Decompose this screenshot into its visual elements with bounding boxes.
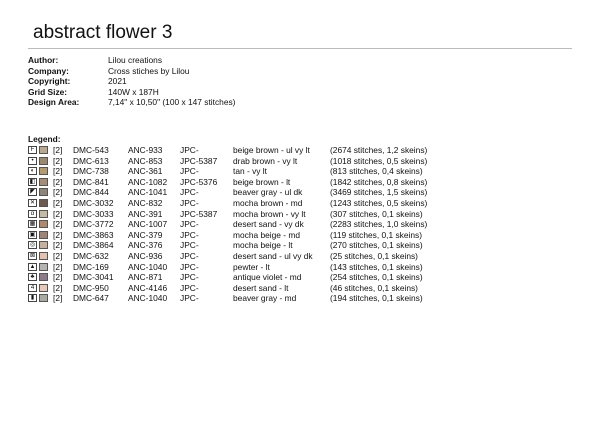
strand-count: [2] bbox=[53, 272, 63, 283]
info-label: Copyright: bbox=[28, 76, 71, 87]
strand-count: [2] bbox=[53, 155, 63, 166]
strand-count: [2] bbox=[53, 145, 63, 155]
strand-count: [2] bbox=[53, 176, 63, 187]
strand-count: [2] bbox=[53, 261, 63, 272]
jpc-code: JPC- bbox=[180, 261, 199, 272]
color-swatch bbox=[39, 273, 48, 281]
jpc-code: JPC- bbox=[180, 272, 199, 283]
color-swatch bbox=[39, 199, 48, 207]
color-swatch bbox=[39, 178, 48, 186]
anc-code: ANC-871 bbox=[128, 272, 163, 283]
info-grid-size bbox=[28, 87, 235, 98]
color-name: mocha beige - lt bbox=[233, 240, 293, 251]
color-name: tan - vy lt bbox=[233, 166, 267, 177]
symbol-icon: ▲ bbox=[29, 263, 36, 270]
strand-count: [2] bbox=[53, 197, 63, 208]
title-divider bbox=[28, 48, 572, 49]
jpc-code: JPC- bbox=[180, 219, 199, 230]
symbol-icon: α bbox=[28, 210, 37, 218]
strand-count: [2] bbox=[53, 240, 63, 251]
anc-code: ANC-853 bbox=[128, 155, 163, 166]
stitch-count: (1842 stitches, 0,8 skeins) bbox=[330, 176, 428, 187]
anc-code: ANC-832 bbox=[128, 197, 163, 208]
jpc-code: JPC- bbox=[180, 282, 199, 293]
anc-code: ANC-1082 bbox=[128, 176, 168, 187]
strand-count: [2] bbox=[53, 219, 63, 230]
symbol-icon: ✕ bbox=[29, 199, 36, 206]
pattern-info bbox=[28, 55, 235, 108]
legend-title: Legend: bbox=[28, 134, 61, 144]
info-value: Lilou creations bbox=[108, 55, 163, 65]
info-copyright bbox=[28, 76, 235, 87]
dmc-code: DMC-950 bbox=[73, 282, 109, 293]
color-name: beaver gray - md bbox=[233, 293, 297, 304]
dmc-code: DMC-844 bbox=[73, 187, 109, 198]
stitch-count: (307 stitches, 0,1 skeins) bbox=[330, 208, 423, 219]
color-swatch bbox=[39, 157, 48, 165]
jpc-code: JPC- bbox=[180, 250, 199, 261]
strand-count: [2] bbox=[53, 229, 63, 240]
anc-code: ANC-1041 bbox=[128, 187, 168, 198]
stitch-count: (254 stitches, 0,1 skeins) bbox=[330, 272, 423, 283]
info-author bbox=[28, 55, 235, 66]
color-name: beige brown - lt bbox=[233, 176, 291, 187]
symbol-icon: ◤ bbox=[28, 188, 37, 196]
jpc-code: JPC-5387 bbox=[180, 208, 218, 219]
stitch-count: (1018 stitches, 0,5 skeins) bbox=[330, 155, 428, 166]
color-swatch bbox=[39, 188, 48, 196]
info-value: 7,14" x 10,50" (100 x 147 stitches) bbox=[108, 97, 236, 108]
color-name: desert sand - lt bbox=[233, 282, 289, 293]
info-value: 140W x 187H bbox=[108, 86, 159, 97]
symbol-icon: ▮ bbox=[28, 294, 37, 302]
jpc-code: JPC-5387 bbox=[180, 155, 218, 166]
jpc-code: JPC- bbox=[180, 293, 199, 304]
stitch-count: (1243 stitches, 0,5 skeins) bbox=[330, 197, 428, 208]
dmc-code: DMC-3041 bbox=[73, 272, 114, 283]
dmc-code: DMC-3863 bbox=[73, 229, 114, 240]
dmc-code: DMC-647 bbox=[73, 293, 109, 304]
jpc-code: JPC- bbox=[180, 197, 199, 208]
symbol-icon: F bbox=[28, 146, 37, 154]
color-swatch bbox=[39, 220, 48, 228]
jpc-code: JPC- bbox=[180, 187, 199, 198]
color-swatch bbox=[39, 252, 48, 260]
color-name: beige brown - ul vy lt bbox=[233, 145, 310, 155]
jpc-code: JPC- bbox=[180, 240, 199, 251]
page-title: abstract flower 3 bbox=[33, 22, 173, 43]
color-swatch bbox=[39, 146, 48, 154]
strand-count: [2] bbox=[53, 166, 63, 177]
info-company bbox=[28, 66, 235, 77]
info-design-area bbox=[28, 97, 235, 108]
strand-count: [2] bbox=[53, 293, 63, 304]
info-label: Grid Size: bbox=[28, 86, 68, 97]
anc-code: ANC-376 bbox=[128, 240, 163, 251]
symbol-icon: ▣ bbox=[29, 231, 36, 238]
color-swatch bbox=[39, 263, 48, 271]
anc-code: ANC-391 bbox=[128, 208, 163, 219]
dmc-code: DMC-169 bbox=[73, 261, 109, 272]
anc-code: ANC-933 bbox=[128, 145, 163, 155]
jpc-code: JPC-5376 bbox=[180, 176, 218, 187]
color-swatch bbox=[39, 294, 48, 302]
symbol-icon: ◎ bbox=[29, 242, 36, 249]
color-swatch bbox=[39, 284, 48, 292]
symbol-icon: • bbox=[28, 157, 37, 165]
stitch-count: (2283 stitches, 1,0 skeins) bbox=[330, 219, 428, 230]
symbol-icon: 4 bbox=[28, 284, 37, 292]
dmc-code: DMC-613 bbox=[73, 155, 109, 166]
stitch-count: (119 stitches, 0,1 skeins) bbox=[330, 229, 423, 240]
info-label: Company: bbox=[28, 65, 69, 76]
color-name: pewter - lt bbox=[233, 261, 270, 272]
anc-code: ANC-1007 bbox=[128, 219, 168, 230]
color-name: desert sand - ul vy dk bbox=[233, 250, 313, 261]
color-name: mocha brown - md bbox=[233, 197, 303, 208]
symbol-icon: ⊠ bbox=[29, 252, 36, 259]
stitch-count: (143 stitches, 0,1 skeins) bbox=[330, 261, 423, 272]
strand-count: [2] bbox=[53, 250, 63, 261]
stitch-count: (2674 stitches, 1,2 skeins) bbox=[330, 145, 428, 155]
symbol-icon: ♣ bbox=[28, 273, 37, 281]
jpc-code: JPC- bbox=[180, 229, 199, 240]
color-name: mocha beige - md bbox=[233, 229, 301, 240]
anc-code: ANC-379 bbox=[128, 229, 163, 240]
color-swatch bbox=[39, 231, 48, 239]
dmc-code: DMC-3032 bbox=[73, 197, 114, 208]
stitch-count: (194 stitches, 0,1 skeins) bbox=[330, 293, 423, 304]
color-swatch bbox=[39, 241, 48, 249]
stitch-count: (813 stitches, 0,4 skeins) bbox=[330, 166, 423, 177]
stitch-count: (25 stitches, 0,1 skeins) bbox=[330, 250, 418, 261]
strand-count: [2] bbox=[53, 208, 63, 219]
info-value: Cross stiches by Lilou bbox=[108, 65, 190, 76]
anc-code: ANC-936 bbox=[128, 250, 163, 261]
symbol-icon: ◐ bbox=[28, 167, 37, 175]
color-name: desert sand - vy dk bbox=[233, 219, 304, 230]
color-name: antique violet - md bbox=[233, 272, 302, 283]
strand-count: [2] bbox=[53, 187, 63, 198]
color-swatch bbox=[39, 210, 48, 218]
jpc-code: JPC- bbox=[180, 145, 199, 155]
anc-code: ANC-361 bbox=[128, 166, 163, 177]
dmc-code: DMC-738 bbox=[73, 166, 109, 177]
jpc-code: JPC- bbox=[180, 166, 199, 177]
color-name: beaver gray - ul dk bbox=[233, 187, 303, 198]
anc-code: ANC-4146 bbox=[128, 282, 168, 293]
dmc-code: DMC-543 bbox=[73, 145, 109, 155]
symbol-icon: ▦ bbox=[29, 221, 36, 228]
dmc-code: DMC-3033 bbox=[73, 208, 114, 219]
color-swatch bbox=[39, 167, 48, 175]
color-name: mocha brown - vy lt bbox=[233, 208, 306, 219]
dmc-code: DMC-3864 bbox=[73, 240, 114, 251]
stitch-count: (46 stitches, 0,1 skeins) bbox=[330, 282, 418, 293]
anc-code: ANC-1040 bbox=[128, 293, 168, 304]
info-label: Author: bbox=[28, 55, 59, 65]
dmc-code: DMC-3772 bbox=[73, 219, 114, 230]
stitch-count: (270 stitches, 0,1 skeins) bbox=[330, 240, 423, 251]
dmc-code: DMC-632 bbox=[73, 250, 109, 261]
color-name: drab brown - vy lt bbox=[233, 155, 298, 166]
strand-count: [2] bbox=[53, 282, 63, 293]
stitch-count: (3469 stitches, 1,5 skeins) bbox=[330, 187, 428, 198]
info-label: Design Area: bbox=[28, 97, 80, 108]
info-value: 2021 bbox=[108, 76, 127, 87]
anc-code: ANC-1040 bbox=[128, 261, 168, 272]
dmc-code: DMC-841 bbox=[73, 176, 109, 187]
symbol-icon: ◧ bbox=[29, 178, 36, 185]
